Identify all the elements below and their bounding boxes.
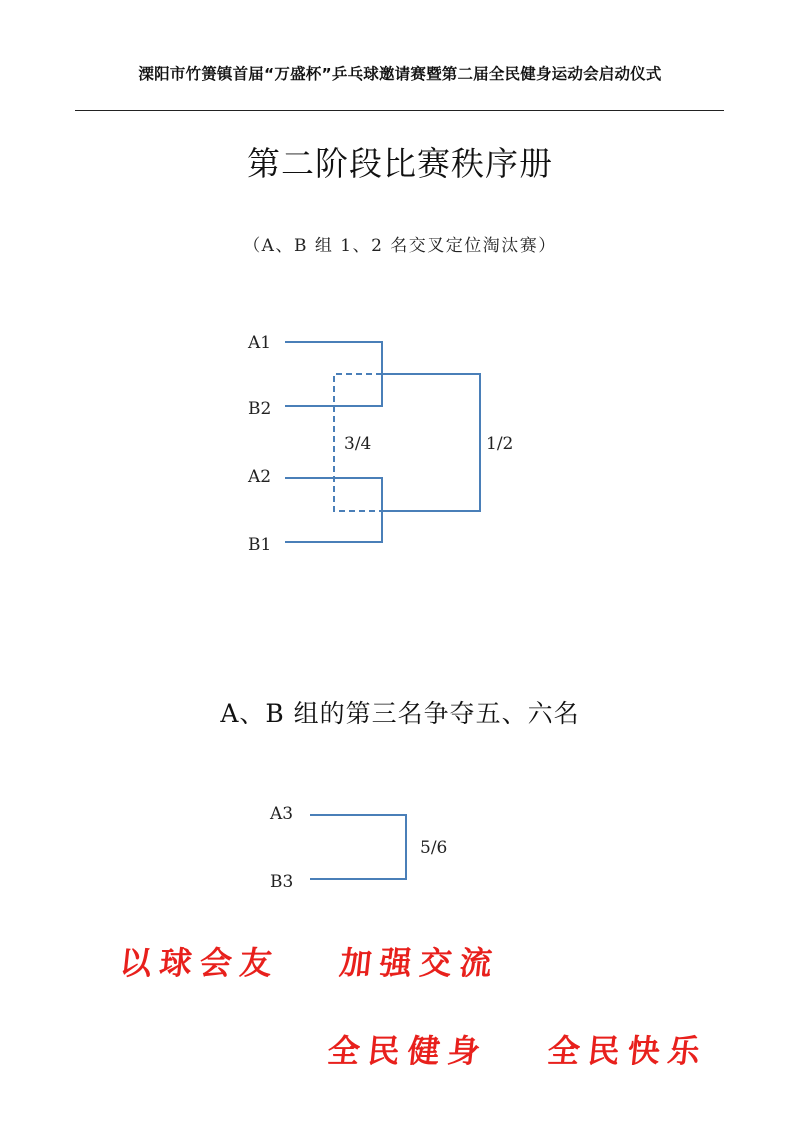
team-label-b3: B3 bbox=[270, 872, 294, 892]
slogan-1: 以球会友 bbox=[117, 944, 282, 982]
final-label: 1/2 bbox=[486, 434, 514, 454]
team-label-a1: A1 bbox=[248, 333, 272, 353]
event-header: 溧阳市竹箦镇首届“万盛杯”乒乓球邀请赛暨第二届全民健身运动会启动仪式 bbox=[138, 65, 662, 83]
slogan-4: 全民快乐 bbox=[545, 1032, 710, 1070]
team-label-a3: A3 bbox=[270, 804, 294, 824]
slogan-2: 加强交流 bbox=[337, 944, 502, 982]
team-label-b1: B1 bbox=[248, 535, 272, 555]
third-place-label: 3/4 bbox=[344, 434, 372, 454]
slogan-3: 全民健身 bbox=[325, 1032, 490, 1070]
team-label-b2: B2 bbox=[248, 399, 272, 419]
team-label-a2: A2 bbox=[248, 467, 272, 487]
page-title: 第二阶段比赛秩序册 bbox=[247, 144, 553, 183]
bracket-line-a3-b3 bbox=[310, 815, 406, 879]
page-subtitle: （A、B 组 1、2 名交叉定位淘汰赛） bbox=[243, 236, 557, 256]
bracket-line-final bbox=[382, 374, 480, 511]
fifth-sixth-label: 5/6 bbox=[420, 838, 448, 858]
section-title-fifth-sixth: A、B 组的第三名争夺五、六名 bbox=[220, 699, 580, 728]
